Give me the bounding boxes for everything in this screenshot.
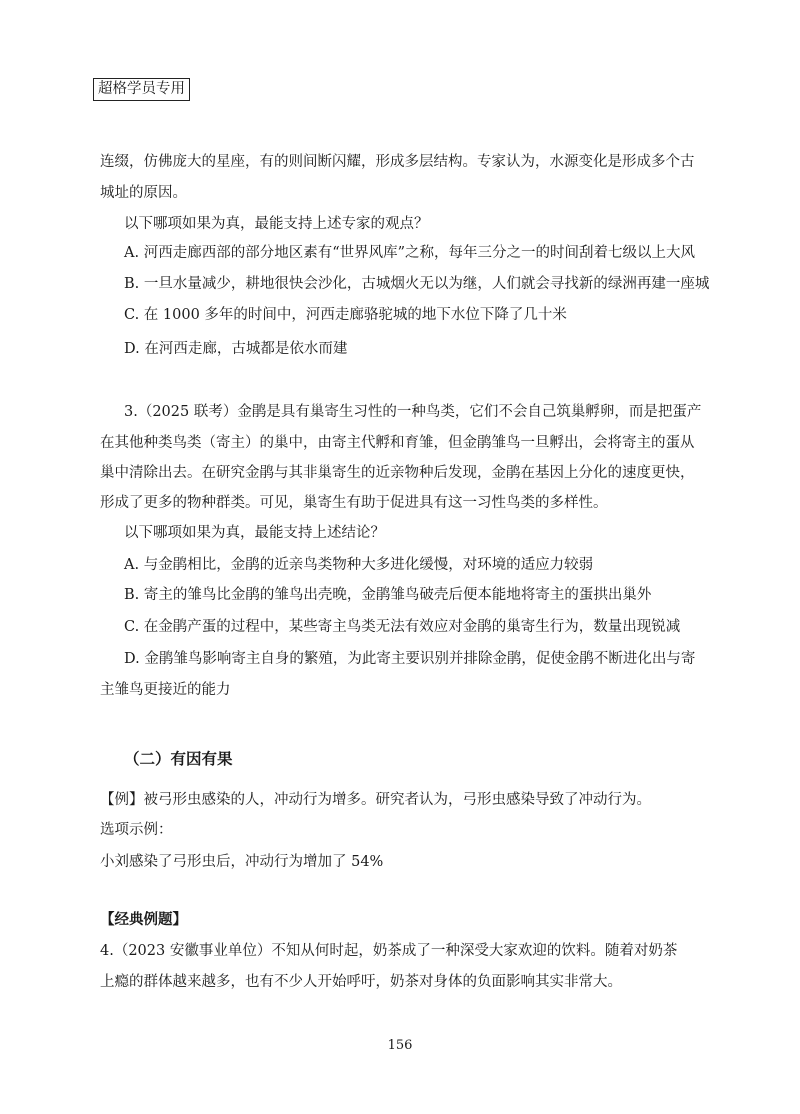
q2-option-c: C. 在 1000 多年的时间中，河西走廊骆驼城的地下水位下降了几十米 bbox=[124, 307, 567, 323]
q3-option-d: D. 金鹃雏鸟影响寄主自身的繁殖，为此寄主要识别并排除金鹃，促使金鹃不断进化出与寄 bbox=[124, 651, 696, 667]
section-example: 【例】被弓形虫感染的人，冲动行为增多。研究者认为，弓形虫感染导致了冲动行为。 bbox=[100, 792, 651, 808]
q4-stem-line-2: 上瘾的群体越来越多，也有不少人开始呼吁，奶茶对身体的负面影响其实非常大。 bbox=[100, 974, 622, 990]
q2-prompt: 以下哪项如果为真，最能支持上述专家的观点？ bbox=[124, 216, 429, 232]
q3-stem-line-3: 巢中清除出去。在研究金鹃与其非巢寄生的近亲物种后发现，金鹃在基因上分化的速度更快， bbox=[100, 465, 695, 481]
q3-stem-line-4: 形成了更多的物种群类。可见，巢寄生有助于促进具有这一习性鸟类的多样性。 bbox=[100, 495, 608, 511]
page-number: 156 bbox=[387, 1038, 413, 1053]
q3-option-c: C. 在金鹃产蛋的过程中，某些寄主鸟类无法有效应对金鹃的巢寄生行为，数量出现锐减 bbox=[124, 619, 681, 635]
q3-option-d-cont: 主雏鸟更接近的能力 bbox=[100, 682, 231, 698]
q4-stem-line-1: 4.（2023 安徽事业单位）不知从何时起，奶茶成了一种深受大家欢迎的饮料。随着对奶茶 bbox=[100, 943, 678, 959]
q3-prompt: 以下哪项如果为真，最能支持上述结论？ bbox=[124, 525, 385, 541]
watermark-stamp: 超格学员专用 bbox=[93, 78, 190, 101]
q2-stem-line-2: 城址的原因。 bbox=[100, 185, 187, 201]
q2-option-d: D. 在河西走廊，古城都是依水而建 bbox=[124, 341, 348, 357]
q3-stem-line-1: 3.（2025 联考）金鹃是具有巢寄生习性的一种鸟类，它们不会自己筑巢孵卵，而是把蛋产 bbox=[124, 404, 702, 420]
section-option-label: 选项示例： bbox=[100, 822, 173, 838]
q3-option-a: A. 与金鹃相比，金鹃的近亲鸟类物种大多进化缓慢，对环境的适应力较弱 bbox=[124, 557, 594, 573]
q2-option-a: A. 河西走廊西部的部分地区素有“世界风库”之称，每年三分之一的时间刮着七级以上大风 bbox=[124, 245, 696, 261]
q3-option-b: B. 寄主的雏鸟比金鹃的雏鸟出壳晚，金鹃雏鸟破壳后便本能地将寄主的蛋拱出巢外 bbox=[124, 587, 652, 603]
q2-option-b: B. 一旦水量减少，耕地很快会沙化，古城烟火无以为继，人们就会寻找新的绿洲再建一座城 bbox=[124, 276, 710, 292]
section-option-example: 小刘感染了弓形虫后，冲动行为增加了 54% bbox=[100, 854, 384, 870]
q2-stem-line-1: 连缀，仿佛庞大的星座，有的则间断闪耀，形成多层结构。专家认为，水源变化是形成多个古 bbox=[100, 154, 695, 170]
classic-heading: 【经典例题】 bbox=[100, 911, 187, 928]
section-heading: （二）有因有果 bbox=[124, 749, 233, 768]
q3-stem-line-2: 在其他种类鸟类（寄主）的巢中，由寄主代孵和育雏，但金鹃雏鸟一旦孵出，会将寄主的蛋从 bbox=[100, 435, 695, 451]
